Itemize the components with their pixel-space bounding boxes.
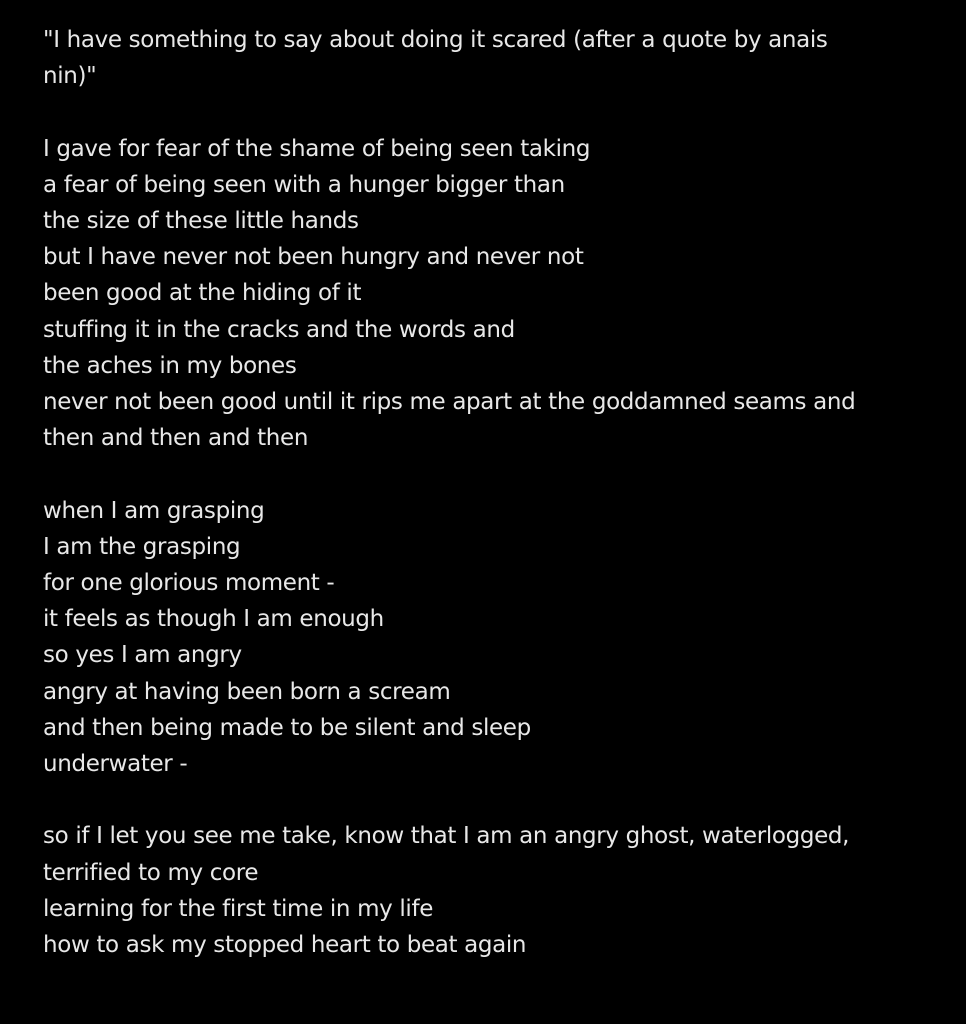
poem-page bbox=[43, 22, 923, 963]
poem-line: and then being made to be silent and sleep bbox=[43, 714, 531, 741]
stanza-gap bbox=[43, 94, 923, 130]
stanza-2 bbox=[43, 493, 923, 783]
poem-line: it feels as though I am enough bbox=[43, 606, 384, 633]
stanza-gap bbox=[43, 782, 923, 818]
poem-line: when I am grasping bbox=[43, 497, 265, 524]
poem-line: been good at the hiding of it bbox=[43, 280, 362, 307]
poem-line: for one glorious moment - bbox=[43, 570, 335, 597]
title-line: "I have something to say about doing it scared (after a quote by anais bbox=[43, 27, 828, 53]
stanza-3 bbox=[43, 818, 923, 963]
poem-line: how to ask my stopped heart to beat again bbox=[43, 932, 527, 959]
poem-line: the size of these little hands bbox=[43, 208, 359, 234]
poem-title bbox=[43, 22, 923, 94]
poem-line: learning for the first time in my life bbox=[43, 895, 433, 922]
poem-line: terrified to my core bbox=[43, 859, 259, 886]
poem-line: the aches in my bones bbox=[43, 352, 297, 379]
poem-line: stuffing it in the cracks and the words and bbox=[43, 316, 515, 343]
title-line: nin)" bbox=[43, 63, 97, 90]
stanza-1 bbox=[43, 131, 923, 457]
poem-line: then and then and then bbox=[43, 425, 309, 452]
poem-line: so if I let you see me take, know that I am an angry ghost, waterlogged, bbox=[43, 823, 850, 850]
poem-line: I am the grasping bbox=[43, 533, 241, 560]
poem-line: but I have never not been hungry and never not bbox=[43, 244, 584, 271]
poem-line: a fear of being seen with a hunger bigger than bbox=[43, 171, 565, 198]
poem-line: underwater - bbox=[43, 751, 188, 778]
poem-line: so yes I am angry bbox=[43, 642, 242, 669]
stanza-gap bbox=[43, 456, 923, 492]
poem-line: I gave for fear of the shame of being seen taking bbox=[43, 135, 591, 162]
poem-line: never not been good until it rips me apart at the goddamned seams and bbox=[43, 389, 856, 416]
poem-line: angry at having been born a scream bbox=[43, 678, 451, 705]
